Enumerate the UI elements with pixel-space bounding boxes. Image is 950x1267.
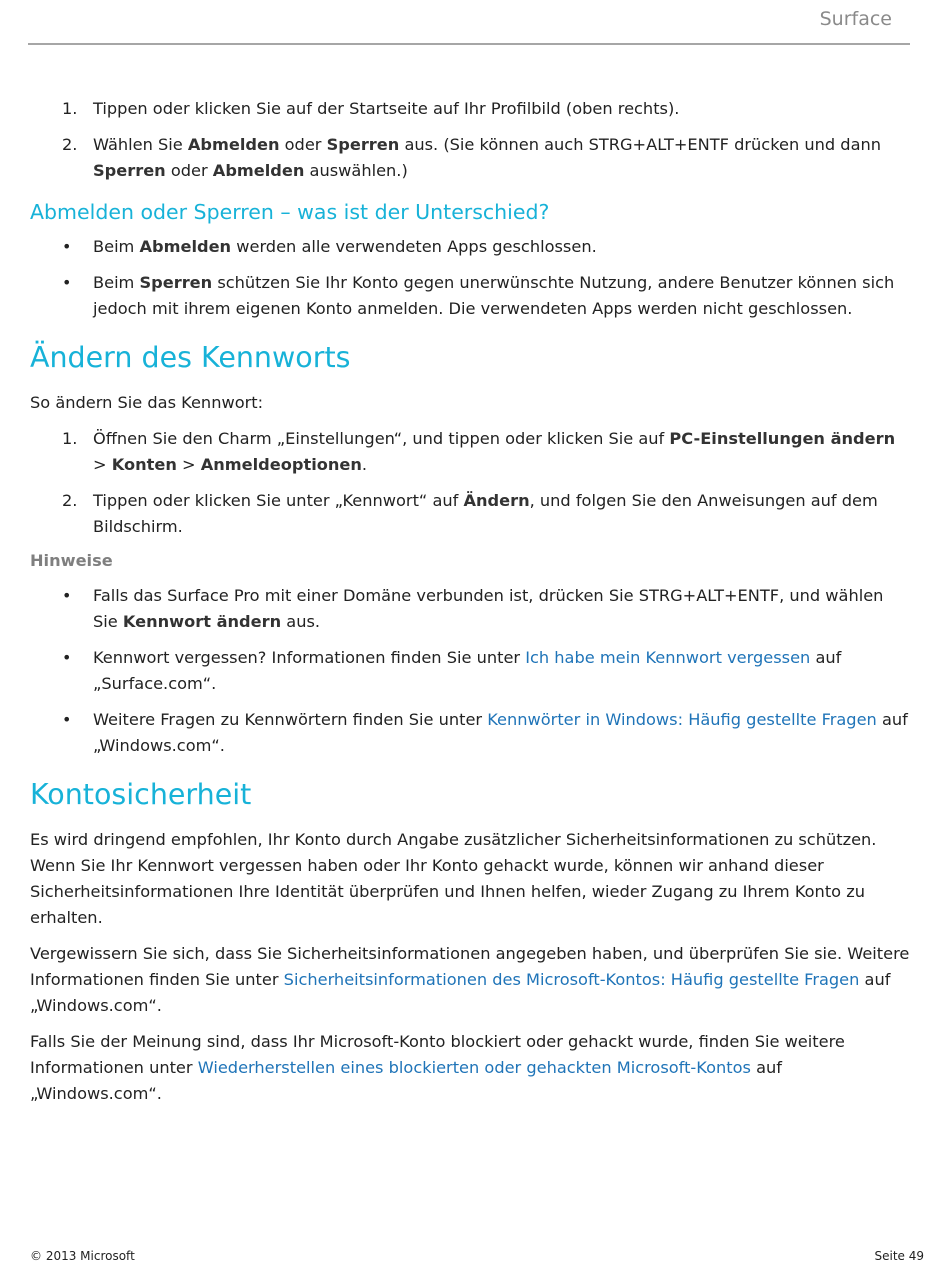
bold-term: Abmelden xyxy=(139,237,232,256)
list-item xyxy=(30,270,912,322)
hints-list xyxy=(30,583,912,759)
bullet-text: aus. xyxy=(281,612,321,631)
difference-heading: Abmelden oder Sperren – was ist der Unterschied? xyxy=(30,200,550,224)
step-text: auswählen.) xyxy=(304,161,408,180)
bold-term: Sperren xyxy=(326,135,400,154)
bullet-text: Beim xyxy=(93,273,140,292)
list-item xyxy=(30,645,912,697)
paragraph-text: Falls Sie der Meinung sind, dass Ihr Microsoft-Konto blockiert oder gehackt wurde, finden Sie weitere Informationen unter xyxy=(30,1032,845,1077)
bold-term: Sperren xyxy=(139,273,213,292)
bullet-text: auf „Windows.com“. xyxy=(93,710,908,755)
bullet-marker: • xyxy=(62,648,72,667)
bullet-text: Kennwort vergessen? Informationen finden Sie unter xyxy=(93,648,526,667)
security-info-faq-link[interactable]: Sicherheitsinformationen des Microsoft-Kontos: Häufig gestellte Fragen xyxy=(283,970,860,989)
forgot-password-link[interactable]: Ich habe mein Kennwort vergessen xyxy=(525,648,811,667)
list-item xyxy=(30,707,912,759)
bullet-text: auf „Surface.com“. xyxy=(93,648,842,693)
page-content xyxy=(30,96,912,1117)
header-divider xyxy=(28,43,910,45)
header-brand: Surface xyxy=(819,8,892,30)
step-text: Öffnen Sie den Charm „Einstellungen“, und tippen oder klicken Sie auf xyxy=(93,429,670,448)
security-heading: Kontosicherheit xyxy=(30,778,252,811)
bullet-marker: • xyxy=(62,586,72,605)
difference-list xyxy=(30,234,912,322)
footer-page-number: Seite 49 xyxy=(874,1249,924,1263)
password-steps-list xyxy=(30,426,912,540)
bold-term: PC-Einstellungen ändern xyxy=(669,429,896,448)
step-text: > xyxy=(93,455,112,474)
bullet-text: werden alle verwendeten Apps geschlossen. xyxy=(231,237,597,256)
list-item xyxy=(30,234,912,260)
bold-term: Ändern xyxy=(463,491,530,510)
bold-term: Konten xyxy=(111,455,177,474)
password-heading: Ändern des Kennworts xyxy=(30,341,351,374)
step-text: Tippen oder klicken Sie unter „Kennwort“ auf xyxy=(93,491,464,510)
paragraph-text: auf „Windows.com“. xyxy=(30,970,891,1015)
bullet-text: Weitere Fragen zu Kennwörtern finden Sie unter xyxy=(93,710,488,729)
step-text: Wählen Sie xyxy=(93,135,188,154)
password-faq-link[interactable]: Kennwörter in Windows: Häufig gestellte Fragen xyxy=(487,710,877,729)
paragraph-text: auf „Windows.com“. xyxy=(30,1058,782,1103)
security-paragraph-2 xyxy=(30,941,912,1019)
bullet-marker: • xyxy=(62,273,72,292)
bullet-text: Falls das Surface Pro mit einer Domäne verbunden ist, drücken Sie STRG+ALT+ENTF, und wählen Sie xyxy=(93,586,884,631)
list-marker: 1. xyxy=(62,99,78,118)
step-text: > xyxy=(176,455,201,474)
step-text: . xyxy=(361,455,368,474)
password-intro: So ändern Sie das Kennwort: xyxy=(30,393,264,412)
list-item xyxy=(30,583,912,635)
paragraph-text: Vergewissern Sie sich, dass Sie Sicherheitsinformationen angegeben haben, und überprüfen Sie sie. Weitere Informationen finden Sie unter xyxy=(30,944,910,989)
bullet-marker: • xyxy=(62,710,72,729)
security-paragraph-3 xyxy=(30,1029,912,1107)
hints-heading: Hinweise xyxy=(30,551,113,570)
step-text: oder xyxy=(279,135,327,154)
signout-steps-list xyxy=(30,96,912,184)
bold-term: Anmeldeoptionen xyxy=(200,455,362,474)
list-item xyxy=(30,96,912,122)
recover-account-link[interactable]: Wiederherstellen eines blockierten oder gehackten Microsoft-Kontos xyxy=(197,1058,751,1077)
bullet-text: schützen Sie Ihr Konto gegen unerwünschte Nutzung, andere Benutzer können sich jedoch mit ihrem eigenen Konto anmelden. Die verwendeten Apps werden nicht geschlossen. xyxy=(93,273,895,318)
step-text: Tippen oder klicken Sie auf der Startseite auf Ihr Profilbild (oben rechts). xyxy=(93,99,680,118)
step-text: oder xyxy=(165,161,213,180)
bold-term: Kennwort ändern xyxy=(122,612,282,631)
step-text: , und folgen Sie den Anweisungen auf dem Bildschirm. xyxy=(93,491,878,536)
bullet-marker: • xyxy=(62,237,72,256)
footer-copyright: © 2013 Microsoft xyxy=(30,1249,135,1263)
bold-term: Abmelden xyxy=(187,135,280,154)
bold-term: Sperren xyxy=(93,161,166,180)
list-marker: 1. xyxy=(62,429,78,448)
list-item xyxy=(30,426,912,478)
security-paragraph-1: Es wird dringend empfohlen, Ihr Konto durch Angabe zusätzlicher Sicherheitsinformationen zu schützen. Wenn Sie Ihr Kennwort vergessen haben oder Ihr Konto gehackt wurde, können wir anhand dieser Sicherheitsinformationen Ihre Identität überprüfen und Ihnen helfen, wieder Zugang zu Ihrem Konto zu erhalten. xyxy=(30,830,877,927)
list-item xyxy=(30,132,912,184)
bullet-text: Beim xyxy=(93,237,140,256)
step-text: aus. (Sie können auch STRG+ALT+ENTF drücken und dann xyxy=(399,135,882,154)
list-marker: 2. xyxy=(62,135,78,154)
list-item xyxy=(30,488,912,540)
list-marker: 2. xyxy=(62,491,78,510)
bold-term: Abmelden xyxy=(212,161,305,180)
